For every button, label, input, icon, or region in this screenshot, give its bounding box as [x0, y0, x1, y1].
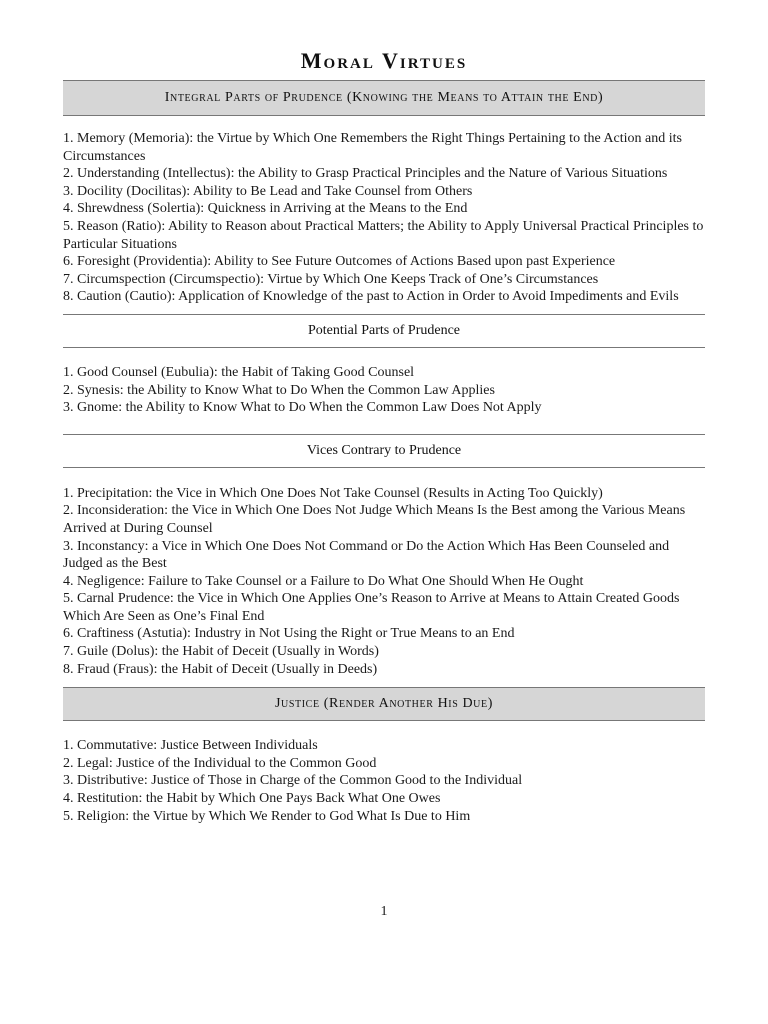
list-item: 5. Reason (Ratio): Ability to Reason about Practical Matters; the Ability to Apply Universal Practical Principles to Particular Situations	[63, 218, 704, 252]
list-item: 1. Good Counsel (Eubulia): the Habit of Taking Good Counsel	[63, 364, 415, 380]
list-item: 3. Docility (Docilitas): Ability to Be Lead and Take Counsel from Others	[63, 183, 473, 199]
list-item: 1. Precipitation: the Vice in Which One Does Not Take Counsel (Results in Acting Too Quickly)	[63, 485, 603, 501]
vices-list	[63, 485, 705, 679]
section-header-integral-parts: Integral Parts of Prudence (Knowing the Means to Attain the End)	[63, 80, 705, 116]
page-number: 1	[380, 904, 388, 919]
integral-parts-list	[63, 130, 705, 306]
list-item: 1. Memory (Memoria): the Virtue by Which One Remembers the Right Things Pertaining to the Action and its Circumstances	[63, 131, 682, 164]
list-item: 4. Restitution: the Habit by Which One Pays Back What One Owes	[63, 791, 441, 807]
list-item: 4. Negligence: Failure to Take Counsel or a Failure to Do What One Should When He Ought	[63, 573, 584, 589]
list-item: 2. Synesis: the Ability to Know What to Do When the Common Law Applies	[63, 382, 495, 398]
list-item: 3. Inconstancy: a Vice in Which One Does Not Command or Do the Action Which Has Been Counseled and Judged as the Best	[63, 538, 670, 572]
list-item: 2. Legal: Justice of the Individual to the Common Good	[63, 755, 377, 771]
section-header-justice: Justice (Render Another His Due)	[63, 687, 705, 721]
list-item: 5. Religion: the Virtue by Which We Render to God What Is Due to Him	[63, 808, 471, 824]
list-item: 7. Circumspection (Circumspectio): Virtue by Which One Keeps Track of One’s Circumstances	[63, 271, 599, 287]
justice-list	[63, 737, 705, 825]
list-item: 8. Caution (Cautio): Application of Knowledge of the past to Action in Order to Avoid Impediments and Evils	[63, 289, 679, 305]
list-item: 2. Inconsideration: the Vice in Which One Does Not Judge Which Means Is the Best among the Various Means Arrived at During Counsel	[63, 503, 686, 536]
section-header-potential-parts: Potential Parts of Prudence	[63, 314, 705, 348]
section-header-vices: Vices Contrary to Prudence	[63, 434, 705, 468]
page-title: Moral Virtues	[300, 48, 468, 73]
list-item: 6. Foresight (Providentia): Ability to See Future Outcomes of Actions Based upon past Experience	[63, 254, 616, 270]
document-page	[63, 48, 705, 825]
list-item: 5. Carnal Prudence: the Vice in Which One Applies One’s Reason to Arrive at Means to Attain Created Goods Which Are Seen as One’s Final End	[63, 591, 680, 624]
list-item: 2. Understanding (Intellectus): the Ability to Grasp Practical Principles and the Nature of Various Situations	[63, 166, 668, 182]
list-item: 3. Gnome: the Ability to Know What to Do When the Common Law Does Not Apply	[63, 400, 542, 416]
list-item: 1. Commutative: Justice Between Individuals	[63, 738, 318, 754]
list-item: 7. Guile (Dolus): the Habit of Deceit (Usually in Words)	[63, 644, 379, 660]
potential-parts-list	[63, 364, 705, 417]
list-item: 4. Shrewdness (Solertia): Quickness in Arriving at the Means to the End	[63, 201, 468, 217]
list-item: 3. Distributive: Justice of Those in Charge of the Common Good to the Individual	[63, 773, 523, 789]
list-item: 8. Fraud (Fraus): the Habit of Deceit (Usually in Deeds)	[63, 661, 378, 677]
list-item: 6. Craftiness (Astutia): Industry in Not Using the Right or True Means to an End	[63, 626, 515, 642]
